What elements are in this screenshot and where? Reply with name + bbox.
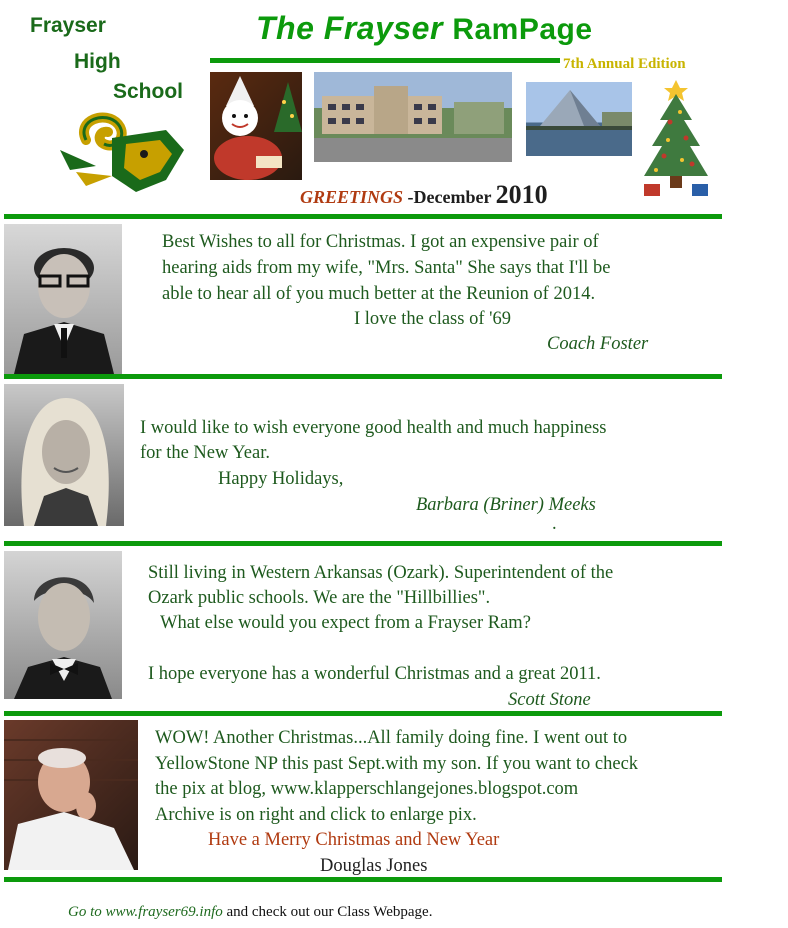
- snowman-photo: [210, 72, 302, 180]
- title-main: The Frayser: [256, 10, 453, 46]
- entry-2-line-3: Happy Holidays,: [218, 469, 344, 489]
- edition-label: 7th Annual Edition: [563, 56, 686, 72]
- greetings-month: -December: [403, 187, 496, 207]
- entry-4-line-3: the pix at blog, www.klapperschlangejones.blogspot.com: [155, 779, 579, 799]
- divider-rule: [4, 877, 722, 882]
- entry-4-line-1: WOW! Another Christmas...All family doing fine. I went out to: [155, 728, 628, 748]
- header-rule: [210, 58, 560, 63]
- photo-douglas-jones: [4, 720, 138, 870]
- entry-2-signature: Barbara (Briner) Meeks: [416, 495, 596, 515]
- portrait-barbara-meeks: [4, 384, 124, 526]
- footer-text: and check out our Class Webpage.: [222, 904, 433, 920]
- entry-1-line-4: I love the class of '69: [354, 309, 511, 329]
- entry-4-line-5: Have a Merry Christmas and New Year: [208, 830, 500, 850]
- divider-rule: [4, 214, 722, 219]
- portrait-scott-stone: [4, 551, 122, 699]
- class-website-link[interactable]: Go to www.frayser69.info: [68, 904, 223, 920]
- portrait-coach-foster: [4, 224, 122, 374]
- entry-2-trailing: .: [552, 514, 557, 534]
- title-rampage: RamPage: [452, 13, 593, 46]
- entry-3-signature: Scott Stone: [508, 690, 591, 710]
- school-name-line2: High: [74, 50, 121, 73]
- entry-1-line-3: able to hear all of you much better at the Reunion of 2014.: [162, 284, 596, 304]
- divider-rule: [4, 711, 722, 716]
- entry-4-line-2: YellowStone NP this past Sept.with my son. If you want to check: [155, 754, 639, 774]
- entry-1-line-2: hearing aids from my wife, "Mrs. Santa" She says that I'll be: [162, 258, 611, 278]
- entry-4-signature: Douglas Jones: [320, 856, 428, 876]
- christmas-tree-image: [634, 76, 718, 200]
- entry-3-line-3: What else would you expect from a Frayser Ram?: [160, 613, 531, 633]
- footer-line: [68, 904, 432, 921]
- entry-3-line-2: Ozark public schools. We are the "Hillbillies".: [148, 588, 491, 608]
- newsletter-title: [256, 10, 593, 47]
- greetings-line: [300, 180, 548, 210]
- greetings-word: GREETINGS: [300, 187, 404, 207]
- entry-2-line-2: for the New Year.: [140, 443, 270, 463]
- entry-3-line-4: I hope everyone has a wonderful Christmas and a great 2011.: [148, 664, 601, 684]
- entry-3-line-1: Still living in Western Arkansas (Ozark). Superintendent of the: [148, 563, 614, 583]
- school-building-photo: [314, 72, 512, 162]
- pyramid-photo: [526, 82, 632, 156]
- entry-4-line-4: Archive is on right and click to enlarge pix.: [155, 805, 477, 825]
- divider-rule: [4, 374, 722, 379]
- divider-rule: [4, 541, 722, 546]
- ram-logo: [56, 110, 196, 198]
- school-name-line1: Frayser: [30, 14, 106, 37]
- school-name-line3: School: [113, 80, 184, 103]
- entry-1-signature: Coach Foster: [547, 334, 649, 354]
- greetings-year: 2010: [495, 180, 548, 209]
- entry-2-line-1: I would like to wish everyone good health and much happiness: [140, 418, 607, 438]
- entry-1-line-1: Best Wishes to all for Christmas. I got an expensive pair of: [162, 232, 599, 252]
